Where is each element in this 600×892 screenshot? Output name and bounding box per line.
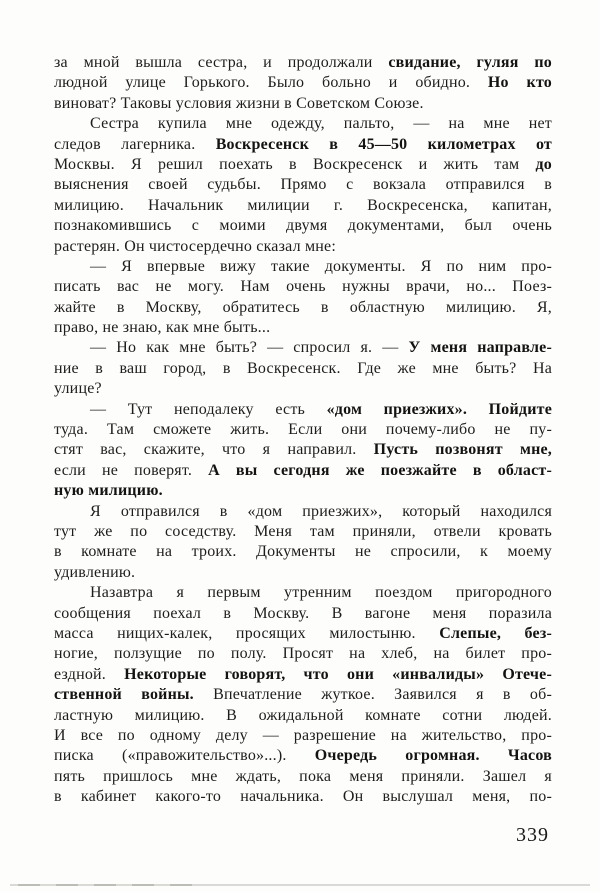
text-line bbox=[54, 298, 552, 318]
text-segment: если не поверят. bbox=[54, 461, 209, 479]
text-segment: жайте в Москву, обратитесь в областную милицию. Я, bbox=[54, 298, 552, 316]
text-segment: удивлению. bbox=[54, 563, 136, 581]
text-segment: познакомившись с моими двумя документами, был очень bbox=[54, 217, 552, 235]
text-line bbox=[54, 644, 552, 664]
text-segment: в кабинет какого-то начальника. Он выслушал меня, по- bbox=[54, 788, 552, 806]
text-segment: — Но как мне быть? — спросил я. — bbox=[90, 339, 409, 357]
text-line bbox=[54, 583, 552, 603]
text-line bbox=[54, 94, 552, 114]
text-block bbox=[54, 53, 552, 807]
text-segment-bold: Некоторые говорят, что они «инвалиды» Отече- bbox=[124, 665, 552, 683]
text-line bbox=[54, 237, 552, 257]
text-segment: людной улице Горького. Было больно и обидно. bbox=[54, 74, 488, 92]
scan-artifact-line-dark bbox=[18, 884, 198, 886]
text-line bbox=[54, 746, 552, 766]
text-segment: милицию. Начальник милиции г. Воскресенска, капитан, bbox=[54, 196, 552, 214]
text-line bbox=[54, 277, 552, 297]
text-segment: — Я впервые вижу такие документы. Я по ним про- bbox=[90, 257, 552, 275]
text-line bbox=[54, 400, 552, 420]
text-segment: ластную милицию. В ожидальной комнате сотни людей. bbox=[54, 706, 552, 724]
paragraph bbox=[54, 583, 552, 807]
paragraph bbox=[54, 53, 552, 114]
text-segment: право, не знаю, как мне быть... bbox=[54, 319, 271, 337]
text-segment-bold: свидание, гуляя по bbox=[388, 54, 552, 71]
text-line bbox=[54, 359, 552, 379]
text-line bbox=[54, 685, 552, 705]
text-line bbox=[54, 665, 552, 685]
text-line bbox=[54, 379, 552, 399]
text-line bbox=[54, 502, 552, 522]
text-segment-bold: Пусть позвонят мне, bbox=[373, 441, 552, 459]
text-segment: пять пришлось мне ждать, пока меня приняли. Зашел я bbox=[54, 767, 552, 785]
text-segment: писать вас не могу. Нам очень нужны врачи, но... Поез- bbox=[54, 278, 552, 296]
text-line bbox=[54, 440, 552, 460]
text-segment: сообщения поехал в Москву. В вагоне меня поразила bbox=[54, 604, 552, 622]
text-segment: — Тут неподалеку есть bbox=[90, 400, 327, 418]
text-line bbox=[54, 563, 552, 583]
text-line bbox=[54, 481, 552, 501]
text-line bbox=[54, 114, 552, 134]
text-segment: И все по одному делу — разрешение на жительство, про- bbox=[54, 726, 552, 744]
text-line bbox=[54, 216, 552, 236]
text-line bbox=[54, 604, 552, 624]
text-line bbox=[54, 787, 552, 807]
text-segment: за мной вышла сестра, и продолжали bbox=[54, 54, 389, 71]
text-segment-bold: Воскресенск в 45—50 километрах от bbox=[215, 135, 552, 153]
paragraph bbox=[54, 502, 552, 584]
text-line bbox=[54, 257, 552, 277]
paragraph bbox=[54, 338, 552, 399]
text-line bbox=[54, 706, 552, 726]
text-line bbox=[54, 726, 552, 746]
text-segment: виноват? Таковы условия жизни в Советском Союзе. bbox=[54, 94, 424, 112]
text-line bbox=[54, 624, 552, 644]
text-segment: Назавтра я первым утренним поездом пригородного bbox=[90, 584, 552, 602]
text-segment: стят вас, скажите, что я направил. bbox=[54, 441, 374, 459]
text-segment: тут же по соседству. Меня там приняли, отвели кровать bbox=[54, 522, 552, 540]
text-line bbox=[54, 175, 552, 195]
text-segment: растерян. Он чистосердечно сказал мне: bbox=[54, 237, 336, 255]
text-line bbox=[54, 461, 552, 481]
text-segment: ездной. bbox=[54, 665, 125, 683]
text-line bbox=[54, 542, 552, 562]
paragraph bbox=[54, 400, 552, 502]
text-segment: туда. Там сможете жить. Если они почему-либо не пу- bbox=[54, 421, 552, 439]
text-line bbox=[54, 73, 552, 93]
text-line bbox=[54, 767, 552, 787]
text-segment: масса нищих-калек, просящих милостыню. bbox=[54, 624, 440, 642]
text-line bbox=[54, 318, 552, 338]
text-line bbox=[54, 420, 552, 440]
text-segment: писка («правожительство»...). bbox=[54, 747, 315, 765]
text-segment: ние в ваш город, в Воскресенск. Где же мне быть? На bbox=[54, 359, 552, 377]
text-segment-bold: ную милицию. bbox=[54, 482, 163, 500]
text-segment: Впечатление жуткое. Заявился я в об- bbox=[193, 686, 552, 704]
text-segment: Я отправился в «дом приезжих», который находился bbox=[90, 502, 552, 520]
text-segment: выяснения своей судьбы. Прямо с вокзала отправился в bbox=[54, 176, 552, 194]
text-segment: Сестра купила мне одежду, пальто, — на мне нет bbox=[90, 115, 552, 133]
text-segment: ногие, ползущие по полу. Просят на хлеб, на билет про- bbox=[54, 645, 552, 663]
text-line bbox=[54, 196, 552, 216]
text-line bbox=[54, 522, 552, 542]
paragraph bbox=[54, 114, 552, 257]
text-segment: в комнате на троих. Документы не спросили, к моему bbox=[54, 543, 552, 561]
page-number: 339 bbox=[516, 824, 549, 846]
text-segment-bold: Но кто bbox=[487, 74, 553, 92]
text-segment-bold: У меня направле- bbox=[408, 339, 553, 357]
text-line bbox=[54, 135, 552, 155]
text-segment-bold: до bbox=[535, 155, 552, 173]
paragraph bbox=[54, 257, 552, 339]
text-segment: Москвы. Я решил поехать в Воскресенск и жить там bbox=[54, 155, 536, 173]
text-segment-bold: Очередь огромная. Часов bbox=[314, 747, 552, 765]
text-segment: улице? bbox=[54, 380, 102, 398]
text-segment: следов лагерника. bbox=[54, 135, 216, 153]
text-line bbox=[54, 338, 552, 358]
text-segment-bold: А вы сегодня же поезжайте в област- bbox=[208, 461, 552, 479]
text-line bbox=[54, 53, 552, 73]
text-segment-bold: Слепые, без- bbox=[439, 624, 553, 642]
text-segment-bold: ственной войны. bbox=[54, 686, 194, 704]
text-line bbox=[54, 155, 552, 175]
text-segment-bold: «дом приезжих». Пойдите bbox=[326, 400, 552, 418]
